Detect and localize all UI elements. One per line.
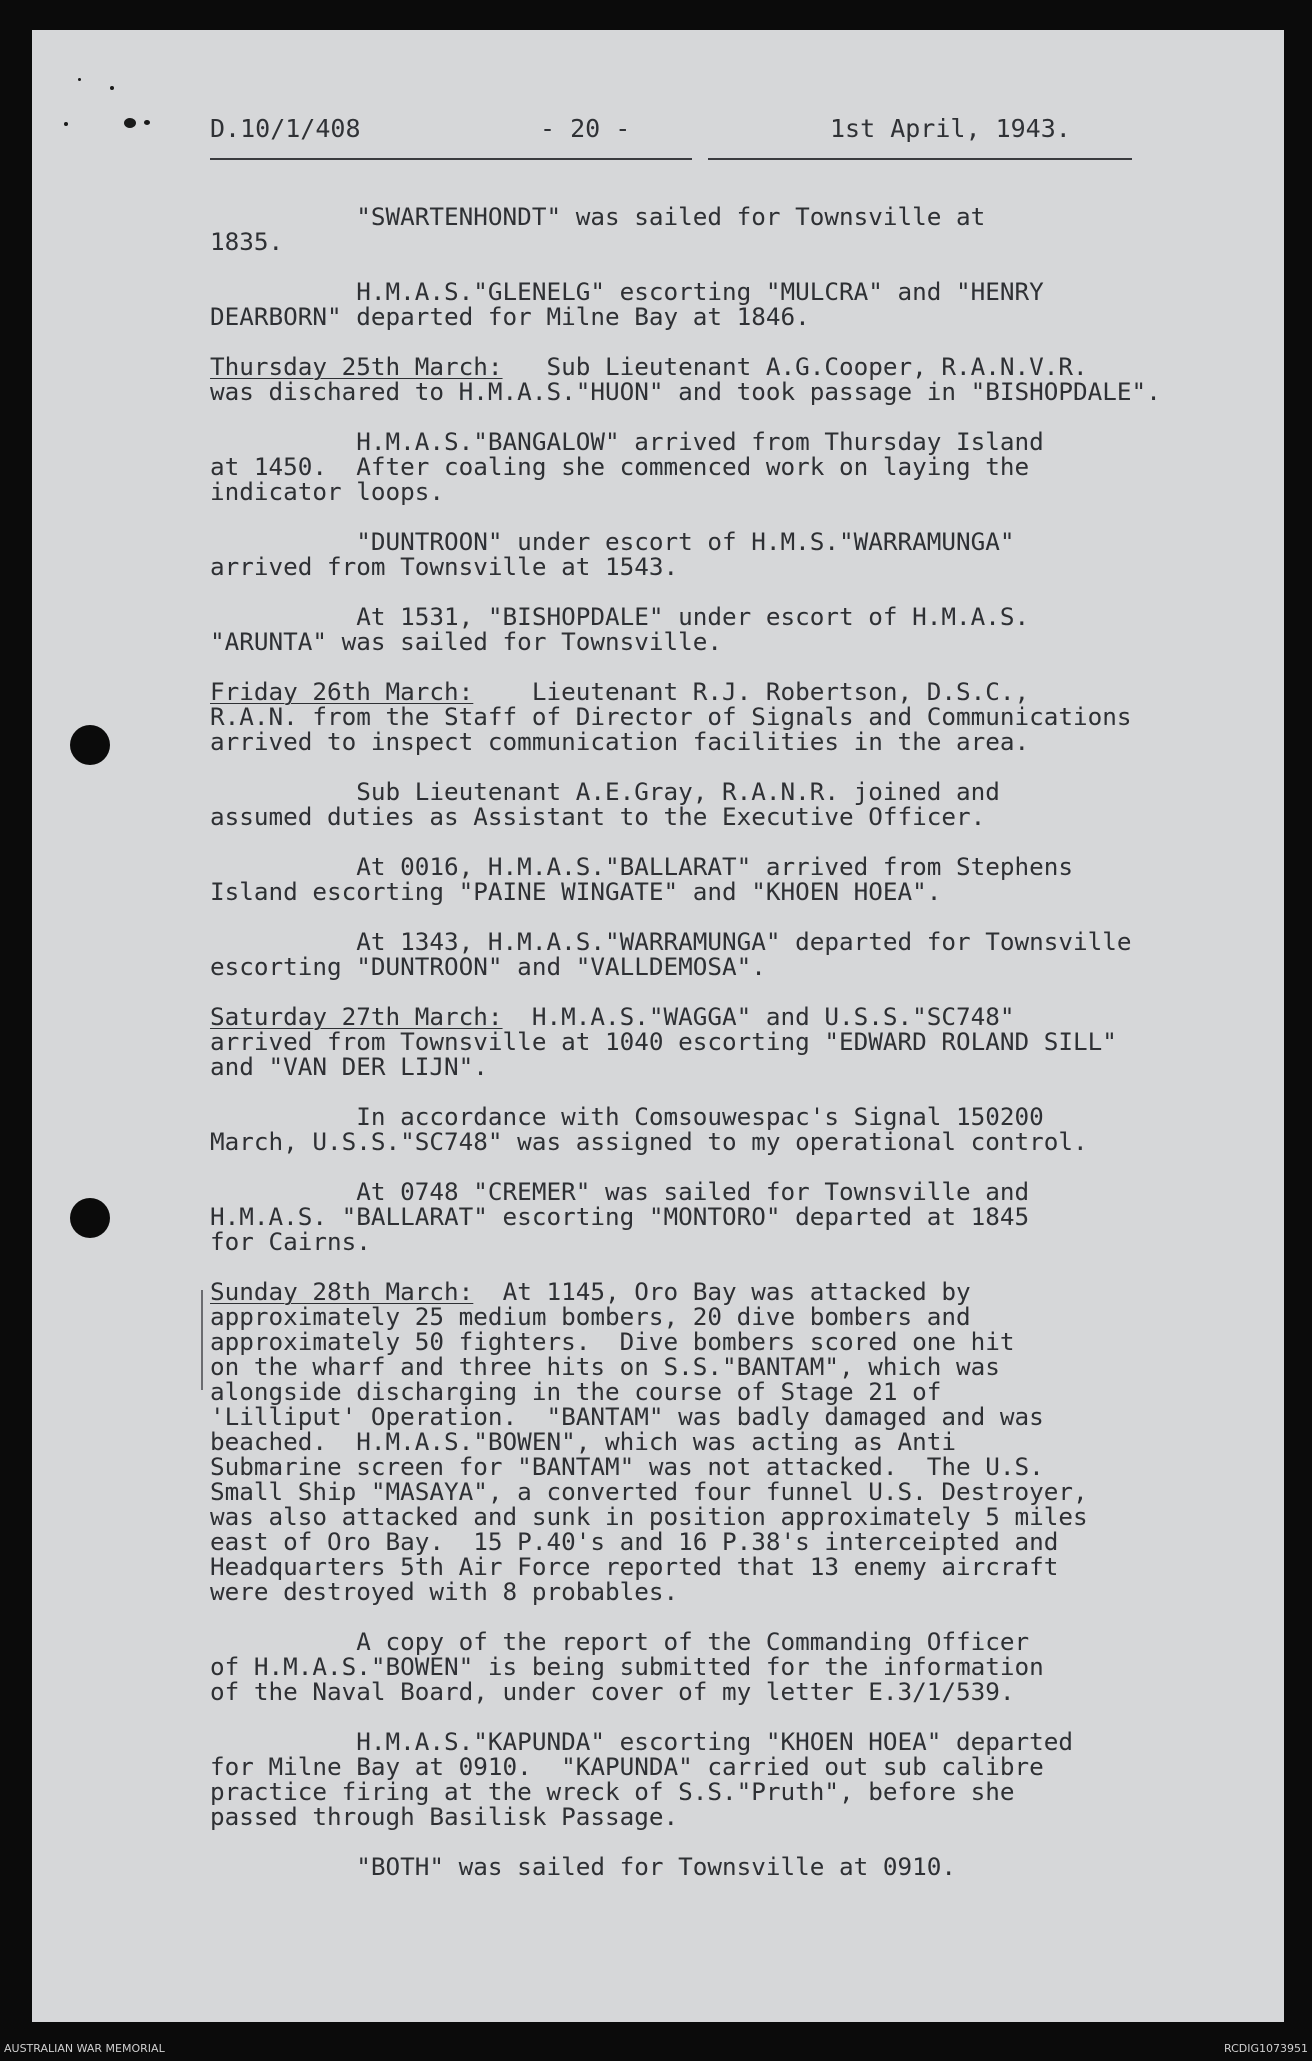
line-text: Island escorting "PAINE WINGATE" and "KHOEN HOEA". — [210, 877, 942, 906]
text-line — [210, 704, 1210, 729]
text-line — [210, 1329, 1210, 1354]
text-line — [210, 479, 1210, 504]
header-rule-left — [210, 158, 692, 160]
line-text: A copy of the report of the Commanding Officer — [210, 1627, 1030, 1656]
line-text: east of Oro Bay. 15 P.40's and 16 P.38's interceipted and — [210, 1527, 1059, 1556]
paragraph — [210, 929, 1210, 979]
text-line — [210, 1729, 1210, 1754]
text-line — [210, 1654, 1210, 1679]
line-text: H.M.A.S."WAGGA" and U.S.S."SC748" — [502, 1002, 1015, 1031]
footer-right: RCDIG1073951 — [1223, 2042, 1308, 2055]
text-line — [210, 1404, 1210, 1429]
text-line — [210, 1479, 1210, 1504]
text-line — [210, 929, 1210, 954]
text-line — [210, 1579, 1210, 1604]
line-text: were destroyed with 8 probables. — [210, 1577, 679, 1606]
line-text: assumed duties as Assistant to the Executive Officer. — [210, 802, 986, 831]
date-heading: Friday 26th March: — [210, 677, 474, 706]
text-line — [210, 1504, 1210, 1529]
line-text: approximately 25 medium bombers, 20 dive bombers and — [210, 1302, 971, 1331]
line-text: Small Ship "MASAYA", a converted four funnel U.S. Destroyer, — [210, 1477, 1088, 1506]
line-text: alongside discharging in the course of Stage 21 of — [210, 1377, 942, 1406]
dated-entry-paragraph — [210, 679, 1210, 754]
line-text: Lieutenant R.J. Robertson, D.S.C., — [473, 677, 1030, 706]
line-text: March, U.S.S."SC748" was assigned to my operational control. — [210, 1127, 1088, 1156]
line-text: H.M.A.S."BANGALOW" arrived from Thursday Island — [210, 427, 1044, 456]
paragraph — [210, 279, 1210, 329]
text-line — [210, 379, 1210, 404]
paragraph — [210, 529, 1210, 579]
line-text: for Milne Bay at 0910. "KAPUNDA" carried out sub calibre — [210, 1752, 1044, 1781]
text-line — [210, 429, 1210, 454]
line-text: indicator loops. — [210, 477, 445, 506]
text-line — [210, 729, 1210, 754]
paragraph — [210, 854, 1210, 904]
line-text: and "VAN DER LIJN". — [210, 1052, 488, 1081]
text-line — [210, 604, 1210, 629]
line-text: passed through Basilisk Passage. — [210, 1802, 679, 1831]
line-text: was also attacked and sunk in position approximately 5 miles — [210, 1502, 1088, 1531]
text-line — [210, 304, 1210, 329]
text-line — [210, 1629, 1210, 1654]
line-text: 1835. — [210, 227, 284, 256]
line-text: approximately 50 fighters. Dive bombers scored one hit — [210, 1327, 1015, 1356]
paragraph — [210, 1854, 1210, 1879]
line-text: arrived to inspect communication facilities in the area. — [210, 727, 1030, 756]
margin-mark — [201, 1290, 203, 1390]
text-line — [210, 1429, 1210, 1454]
date-heading: Sunday 28th March: — [210, 1277, 474, 1306]
line-text: At 1343, H.M.A.S."WARRAMUNGA" departed for Townsville — [210, 927, 1132, 956]
line-text: Sub Lieutenant A.E.Gray, R.A.N.R. joined and — [210, 777, 1000, 806]
line-text: "SWARTENHONDT" was sailed for Townsville at — [210, 202, 986, 231]
text-line — [210, 1229, 1210, 1254]
text-line — [210, 1204, 1210, 1229]
paragraph — [210, 1179, 1210, 1254]
text-line — [210, 1279, 1210, 1304]
text-line — [210, 879, 1210, 904]
line-text: Headquarters 5th Air Force reported that 13 enemy aircraft — [210, 1552, 1059, 1581]
line-text: was dischared to H.M.A.S."HUON" and took passage in "BISHOPDALE". — [210, 377, 1161, 406]
line-text: "DUNTROON" under escort of H.M.S."WARRAMUNGA" — [210, 527, 1015, 556]
text-line — [210, 1754, 1210, 1779]
text-line — [210, 1454, 1210, 1479]
date-heading: Thursday 25th March: — [210, 352, 503, 381]
text-line — [210, 779, 1210, 804]
line-text: H.M.A.S. "BALLARAT" escorting "MONTORO" departed at 1845 — [210, 1202, 1030, 1231]
text-line — [210, 1529, 1210, 1554]
line-text: At 0016, H.M.A.S."BALLARAT" arrived from Stephens — [210, 852, 1074, 881]
paper-speck — [78, 78, 81, 81]
paragraph — [210, 1729, 1210, 1829]
text-line — [210, 1804, 1210, 1829]
paper-speck — [64, 122, 68, 126]
paper-speck — [144, 120, 150, 125]
line-text: At 1145, Oro Bay was attacked by — [473, 1277, 971, 1306]
line-text: H.M.A.S."KAPUNDA" escorting "KHOEN HOEA" departed — [210, 1727, 1074, 1756]
text-line — [210, 1179, 1210, 1204]
date-heading: Saturday 27th March: — [210, 1002, 503, 1031]
text-line — [210, 1054, 1210, 1079]
paper-speck — [110, 86, 114, 90]
file-reference: D.10/1/408 — [210, 114, 361, 143]
dated-entry-paragraph — [210, 1279, 1210, 1604]
line-text: Submarine screen for "BANTAM" was not attacked. The U.S. — [210, 1452, 1044, 1481]
paragraph — [210, 1629, 1210, 1704]
line-text: DEARBORN" departed for Milne Bay at 1846. — [210, 302, 810, 331]
document-date: 1st April, 1943. — [830, 114, 1071, 143]
line-text: 'Lilliput' Operation. "BANTAM" was badly damaged and was — [210, 1402, 1044, 1431]
text-line — [210, 554, 1210, 579]
text-line — [210, 1304, 1210, 1329]
text-line — [210, 1004, 1210, 1029]
text-line — [210, 454, 1210, 479]
line-text: escorting "DUNTROON" and "VALLDEMOSA". — [210, 952, 766, 981]
page-number: - 20 - — [540, 114, 631, 143]
text-line — [210, 1029, 1210, 1054]
text-line — [210, 1854, 1210, 1879]
line-text: of the Naval Board, under cover of my letter E.3/1/539. — [210, 1677, 1015, 1706]
dated-entry-paragraph — [210, 1004, 1210, 1079]
line-text: "ARUNTA" was sailed for Townsville. — [210, 627, 722, 656]
text-line — [210, 1679, 1210, 1704]
line-text: "BOTH" was sailed for Townsville at 0910. — [210, 1852, 957, 1881]
paragraph — [210, 204, 1210, 254]
text-line — [210, 204, 1210, 229]
text-line — [210, 1354, 1210, 1379]
text-line — [210, 529, 1210, 554]
footer-left: AUSTRALIAN WAR MEMORIAL — [4, 2042, 165, 2055]
paragraph — [210, 429, 1210, 504]
line-text: arrived from Townsville at 1543. — [210, 552, 679, 581]
text-line — [210, 954, 1210, 979]
text-line — [210, 679, 1210, 704]
line-text: arrived from Townsville at 1040 escorting "EDWARD ROLAND SILL" — [210, 1027, 1117, 1056]
line-text: R.A.N. from the Staff of Director of Signals and Communications — [210, 702, 1132, 731]
text-line — [210, 854, 1210, 879]
line-text: practice firing at the wreck of S.S."Pruth", before she — [210, 1777, 1015, 1806]
text-line — [210, 1379, 1210, 1404]
text-line — [210, 354, 1210, 379]
line-text: of H.M.A.S."BOWEN" is being submitted for the information — [210, 1652, 1044, 1681]
text-line — [210, 229, 1210, 254]
paper-speck — [124, 118, 136, 128]
text-line — [210, 804, 1210, 829]
text-line — [210, 1779, 1210, 1804]
punch-hole-top — [70, 725, 110, 765]
line-text: In accordance with Comsouwespac's Signal 150200 — [210, 1102, 1044, 1131]
text-line — [210, 279, 1210, 304]
line-text: at 1450. After coaling she commenced work on laying the — [210, 452, 1030, 481]
paragraph — [210, 1104, 1210, 1154]
dated-entry-paragraph — [210, 354, 1210, 404]
line-text: beached. H.M.A.S."BOWEN", which was acting as Anti — [210, 1427, 957, 1456]
line-text: Sub Lieutenant A.G.Cooper, R.A.N.V.R. — [502, 352, 1088, 381]
document-body — [210, 204, 1210, 1904]
line-text: At 1531, "BISHOPDALE" under escort of H.M.A.S. — [210, 602, 1030, 631]
text-line — [210, 1104, 1210, 1129]
line-text: H.M.A.S."GLENELG" escorting "MULCRA" and "HENRY — [210, 277, 1044, 306]
paragraph — [210, 604, 1210, 654]
line-text: on the wharf and three hits on S.S."BANTAM", which was — [210, 1352, 1000, 1381]
header-rule-right — [708, 158, 1132, 160]
line-text: for Cairns. — [210, 1227, 371, 1256]
line-text: At 0748 "CREMER" was sailed for Townsville and — [210, 1177, 1030, 1206]
text-line — [210, 1129, 1210, 1154]
text-line — [210, 629, 1210, 654]
paragraph — [210, 779, 1210, 829]
text-line — [210, 1554, 1210, 1579]
punch-hole-bottom — [70, 1198, 110, 1238]
